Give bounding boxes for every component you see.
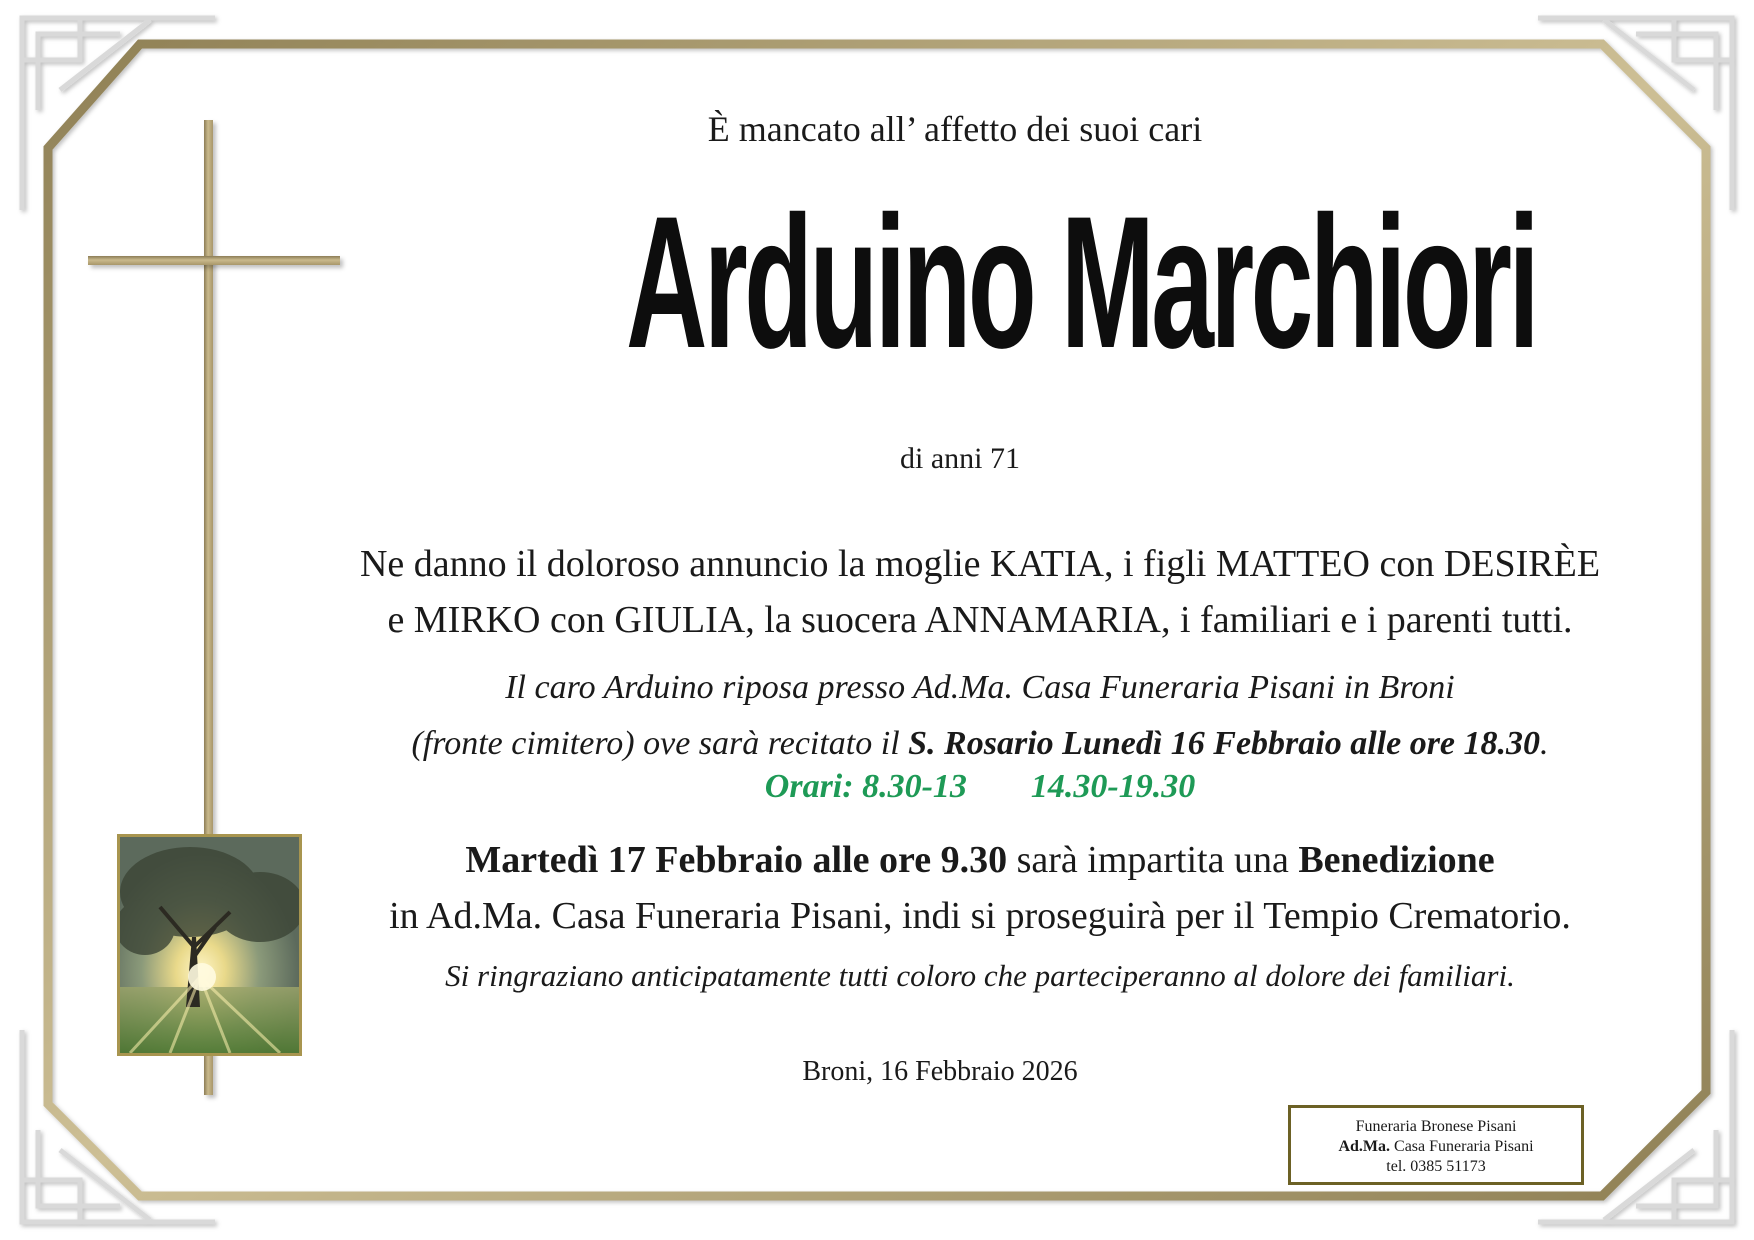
announcement-block <box>300 536 1660 648</box>
place-date: Broni, 16 Febbraio 2026 <box>802 1056 1078 1087</box>
blessing-middle: sarà impartita una <box>1007 839 1299 881</box>
rest-line-1: Il caro Arduino riposa presso Ad.Ma. Casa Funeraria Pisani in Broni <box>505 669 1455 706</box>
funeral-home-admа: Ad.Ma. <box>1338 1138 1391 1155</box>
announcement-line-2: e MIRKO con GIULIA, la suocera ANNAMARIA, i familiari e i parenti tutti. <box>387 599 1573 641</box>
rest-block <box>300 660 1660 772</box>
funeral-home-phone: tel. 0385 51173 <box>1386 1158 1486 1175</box>
hours-afternoon: 14.30-19.30 <box>1030 768 1196 805</box>
blessing-datetime: Martedì 17 Febbraio alle ore 9.30 <box>465 839 1008 881</box>
rest-line-2-prefix: (fronte cimitero) ove sarà recitato il <box>411 725 909 762</box>
funeral-home-line-2 <box>1291 1137 1581 1157</box>
visiting-hours <box>300 768 1660 806</box>
funeral-home-stamp <box>1288 1105 1584 1185</box>
blessing-word: Benedizione <box>1298 839 1495 881</box>
rosary-datetime: S. Rosario Lunedì 16 Febbraio alle ore 18.30 <box>908 725 1541 762</box>
intro-text: È mancato all’ affetto dei suoi cari <box>707 109 1203 149</box>
thanks-text: Si ringraziano anticipatamente tutti coloro che parteciperanno al dolore dei familiari. <box>445 958 1515 993</box>
blessing-block <box>300 832 1660 944</box>
hours-morning: Orari: 8.30-13 <box>764 768 967 805</box>
funeral-home-name: Funeraria Bronese Pisani <box>1355 1118 1517 1135</box>
age-text: di anni 71 <box>900 442 1020 475</box>
blessing-line-1 <box>300 832 1660 888</box>
cross-horizontal-bar <box>88 256 340 265</box>
rest-line-2-suffix: . <box>1540 725 1549 762</box>
rest-line-2 <box>300 716 1660 772</box>
deceased-name: Arduino Marchiori <box>626 177 1537 387</box>
announcement-line-1: Ne danno il doloroso annuncio la moglie KATIA, i figli MATTEO con DESIRÈE <box>359 543 1601 585</box>
funeral-home-line-2-rest: Casa Funeraria Pisani <box>1390 1138 1534 1155</box>
tree-sunlight-photo <box>117 834 302 1056</box>
blessing-line-2: in Ad.Ma. Casa Funeraria Pisani, indi si proseguirà per il Tempio Crematorio. <box>389 895 1571 937</box>
